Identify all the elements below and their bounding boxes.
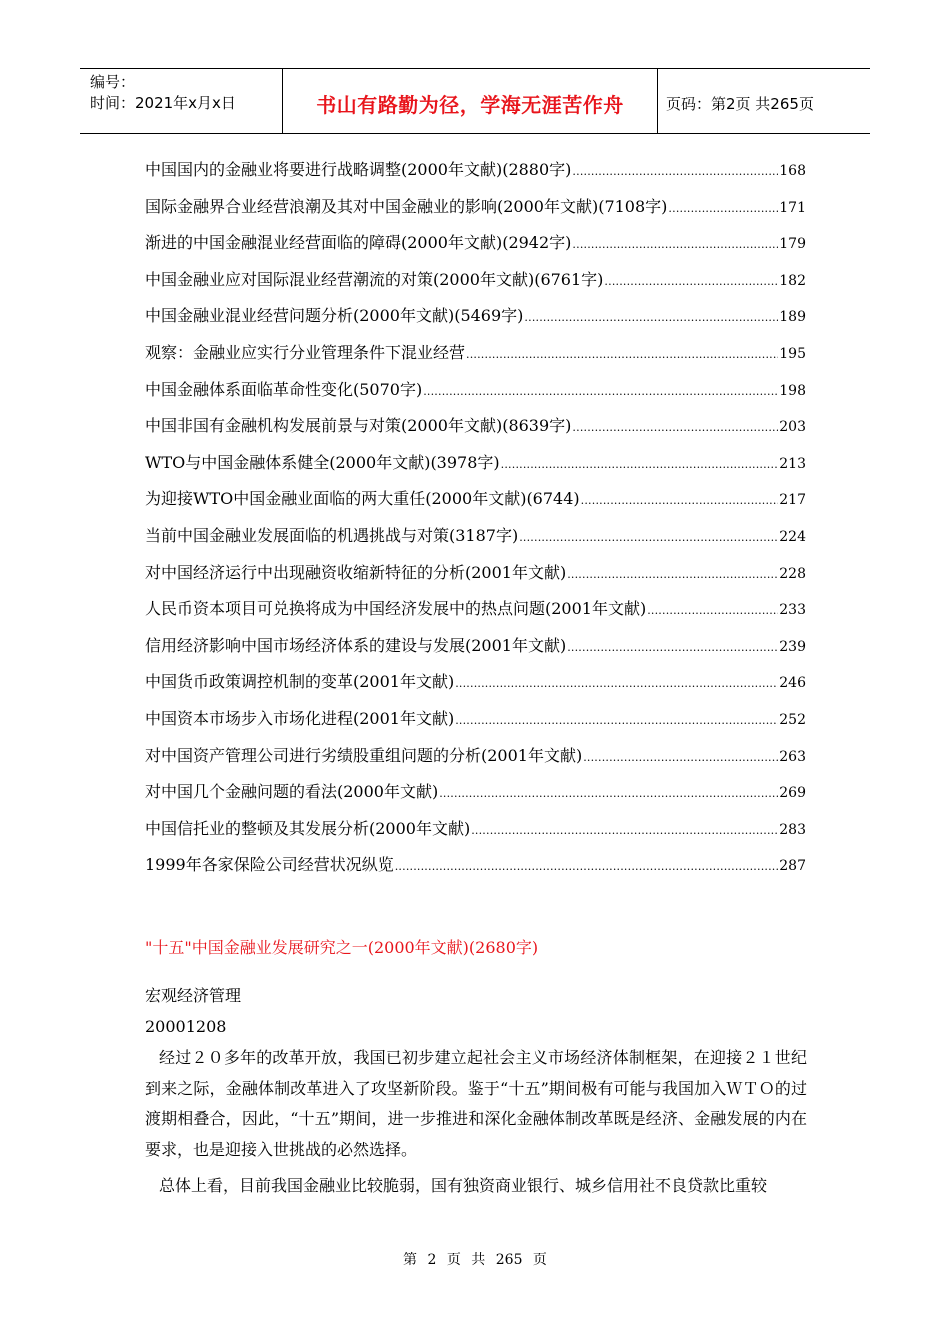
toc-entry-page: 195 [779, 345, 806, 362]
toc-leader-dots [572, 165, 778, 178]
toc-leader-dots [501, 458, 779, 471]
toc-entry-page: 263 [779, 748, 806, 765]
toc-entry-title: 对中国经济运行中出现融资收缩新特征的分析(2001年文献) [145, 562, 567, 582]
toc-leader-dots [519, 531, 778, 544]
toc-leader-dots [455, 677, 778, 690]
document-number-label: 编号： [90, 73, 136, 91]
toc-entry-page: 189 [779, 309, 806, 326]
toc-leader-dots [439, 787, 778, 800]
article-date: 20001208 [145, 1017, 227, 1036]
toc-entry-page: 228 [779, 565, 806, 582]
toc-entry-title: 中国金融业应对国际混业经营潮流的对策(2000年文献)(6761字) [145, 269, 604, 289]
toc-entry-title: 对中国几个金融问题的看法(2000年文献) [145, 782, 439, 802]
toc-entry-title: 中国非国有金融机构发展前景与对策(2000年文献)(8639字) [145, 416, 572, 436]
toc-entry[interactable] [145, 377, 806, 414]
toc-entry-title: 1999年各家保险公司经营状况纵览 [145, 855, 394, 875]
toc-leader-dots [455, 714, 778, 727]
toc-entry-page: 246 [779, 675, 806, 692]
document-time-label: 时间：2021年x月x日 [90, 94, 236, 112]
toc-entry-title: 中国货币政策调控机制的变革(2001年文献) [145, 672, 455, 692]
toc-leader-dots [572, 421, 778, 434]
toc-entry-page: 171 [779, 199, 806, 216]
toc-leader-dots [581, 494, 779, 507]
toc-entry-title: 观察：金融业应实行分业管理条件下混业经营 [145, 342, 466, 362]
toc-entry-title: 中国国内的金融业将要进行战略调整(2000年文献)(2880字) [145, 160, 572, 179]
toc-leader-dots [471, 824, 778, 837]
page-footer: 第 2 页 共 265 页 [403, 1252, 547, 1268]
toc-entry-title: WTO与中国金融体系健全(2000年文献)(3978字) [145, 452, 500, 472]
article-source: 宏观经济管理 [145, 986, 242, 1005]
header-page-code: 页码：第2页 共265页 [666, 94, 814, 113]
toc-entry[interactable] [145, 157, 806, 194]
toc-entry[interactable] [145, 779, 806, 816]
toc-entry-page: 179 [779, 236, 806, 253]
toc-entry[interactable] [145, 303, 806, 340]
header-meta [80, 69, 282, 133]
toc-entry-title: 当前中国金融业发展面临的机遇挑战与对策(3187字) [145, 525, 519, 545]
toc-leader-dots [395, 860, 779, 873]
toc-entry-title: 人民币资本项目可兑换将成为中国经济发展中的热点问题(2001年文献) [145, 599, 647, 619]
toc-entry-page: 224 [779, 528, 806, 545]
toc-leader-dots [583, 751, 778, 764]
toc-leader-dots [572, 238, 778, 251]
toc-entry-page: 239 [779, 638, 806, 655]
toc-entry[interactable] [145, 267, 806, 304]
toc-entry[interactable] [145, 706, 806, 743]
article-paragraph: 经过２０多年的改革开放，我国已初步建立起社会主义市场经济体制框架，在迎接２１世纪到来之际，金融体制改革进入了攻坚新阶段。鉴于“十五”期间极有可能与我国加入ＷＴＯ的过渡期相叠合，因此，“十五”期间，进一步推进和深化金融体制改革既是经济、金融发展的内在要求，也是迎接入世挑战的必然选择。 [145, 1048, 807, 1159]
toc-entry[interactable] [145, 486, 806, 523]
toc-entry[interactable] [145, 560, 806, 597]
toc-entry[interactable] [145, 450, 806, 487]
toc-entry-title: 为迎接WTO中国金融业面临的两大重任(2000年文献)(6744) [145, 489, 580, 509]
header-motto: 书山有路勤为径，学海无涯苦作舟 [282, 69, 658, 133]
toc-entry-title: 中国信托业的整顿及其发展分析(2000年文献) [145, 818, 471, 838]
toc-entry-title: 国际金融界合业经营浪潮及其对中国金融业的影响(2000年文献)(7108字) [145, 196, 668, 216]
toc-leader-dots [423, 385, 778, 398]
toc-leader-dots [466, 348, 778, 361]
article-body [145, 1043, 807, 1208]
toc-entry-page: 198 [779, 382, 806, 399]
toc-entry[interactable] [145, 743, 806, 780]
page-header [80, 68, 870, 134]
toc-leader-dots [668, 202, 778, 215]
toc-entry[interactable] [145, 523, 806, 560]
toc-entry[interactable] [145, 852, 806, 889]
toc-entry-title: 对中国资产管理公司进行劣绩股重组问题的分析(2001年文献) [145, 745, 583, 765]
toc-entry-title: 中国金融业混业经营问题分析(2000年文献)(5469字) [145, 306, 524, 326]
toc-leader-dots [524, 311, 778, 324]
table-of-contents [145, 157, 806, 889]
toc-entry-title: 中国资本市场步入市场化进程(2001年文献) [145, 708, 455, 728]
toc-entry-page: 203 [779, 419, 806, 436]
toc-entry-page: 287 [779, 858, 806, 875]
toc-entry-page: 213 [779, 455, 806, 472]
toc-entry-page: 182 [779, 272, 806, 289]
toc-entry[interactable] [145, 230, 806, 267]
article-title: "十五"中国金融业发展研究之一(2000年文献)(2680字) [145, 938, 539, 957]
toc-entry-page: 217 [779, 492, 806, 509]
toc-entry-page: 283 [779, 821, 806, 838]
toc-entry[interactable] [145, 340, 806, 377]
toc-leader-dots [567, 568, 778, 581]
toc-entry[interactable] [145, 596, 806, 633]
toc-entry-page: 233 [779, 602, 806, 619]
toc-entry-page: 269 [779, 785, 806, 802]
toc-entry[interactable] [145, 413, 806, 450]
toc-entry[interactable] [145, 194, 806, 231]
toc-entry-page: 252 [779, 711, 806, 728]
toc-leader-dots [647, 604, 778, 617]
toc-leader-dots [567, 641, 778, 654]
toc-entry-title: 中国金融体系面临革命性变化(5070字) [145, 379, 423, 399]
toc-entry-title: 渐进的中国金融混业经营面临的障碍(2000年文献)(2942字) [145, 233, 572, 253]
toc-entry[interactable] [145, 816, 806, 853]
toc-entry[interactable] [145, 669, 806, 706]
toc-entry-page: 168 [779, 163, 806, 179]
toc-entry-title: 信用经济影响中国市场经济体系的建设与发展(2001年文献) [145, 635, 567, 655]
toc-leader-dots [604, 275, 778, 288]
article-paragraph: 总体上看，目前我国金融业比较脆弱，国有独资商业银行、城乡信用社不良贷款比重较 [159, 1176, 768, 1195]
toc-entry[interactable] [145, 633, 806, 670]
